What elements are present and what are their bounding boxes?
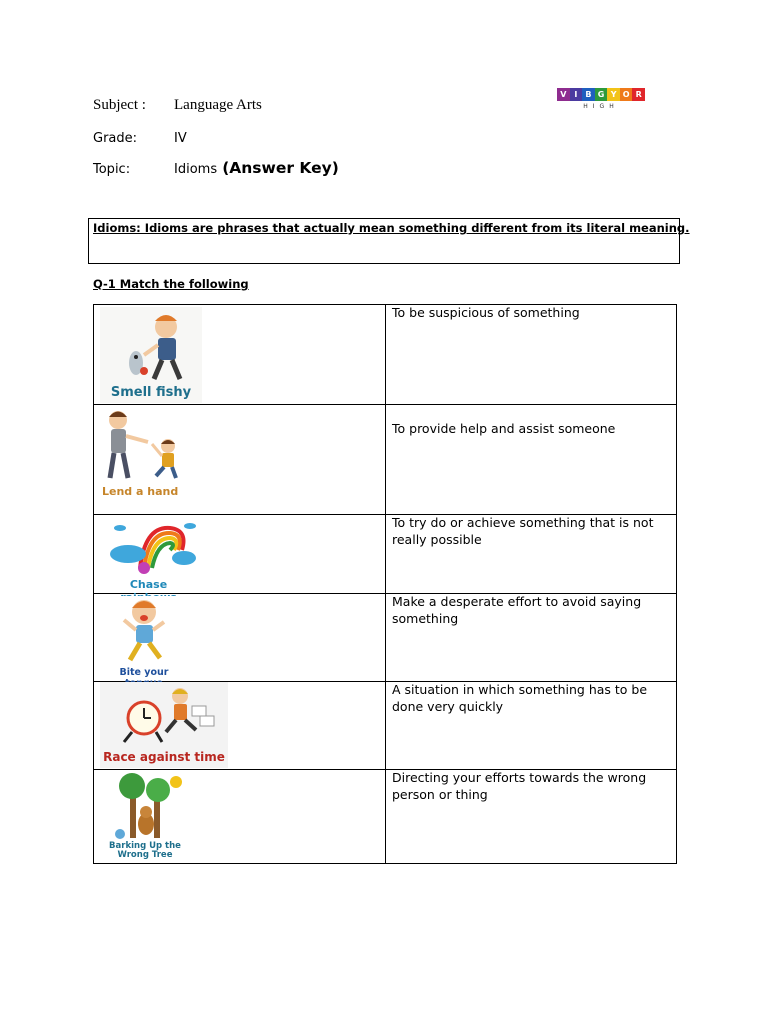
subject-value: Language Arts: [174, 97, 262, 113]
logo-subtext: HIGH: [583, 103, 619, 110]
logo-letter: G: [595, 88, 608, 101]
image-label: Barking Up the Wrong Tree: [109, 841, 181, 860]
logo-letter: B: [582, 88, 595, 101]
grade-value: IV: [174, 131, 187, 146]
logo-letter: R: [632, 88, 645, 101]
definition-text: Idioms: Idioms are phrases that actually mean something different from its literal meaning.: [93, 221, 690, 235]
lend-a-hand-picture: [98, 406, 182, 500]
logo-letter: Y: [607, 88, 620, 101]
meaning-text: Make a desperate effort to avoid saying something: [392, 594, 642, 626]
table-border-left: [93, 304, 94, 864]
barking-up-wrong-tree-picture: [108, 772, 182, 862]
chase-rainbows-picture: [100, 516, 197, 592]
question-title: Q-1 Match the following: [93, 277, 249, 291]
table-divider: [385, 304, 386, 864]
school-logo: [557, 88, 645, 112]
image-label: Lend a hand: [102, 485, 179, 498]
table-border-right: [676, 304, 677, 864]
clock-chase-illustration: [100, 682, 228, 748]
table-rule: [93, 863, 677, 864]
logo-letter: V: [557, 88, 570, 101]
topic-label: Topic:: [93, 162, 131, 177]
helping-hand-illustration: [98, 406, 182, 484]
dog-tree-illustration: [108, 772, 182, 840]
race-against-time-picture: [100, 682, 228, 768]
subject-label: Subject :: [93, 97, 146, 113]
logo-letter: O: [620, 88, 633, 101]
grade-label: Grade:: [93, 131, 138, 146]
meaning-text: To try do or achieve something that is not really possible: [392, 515, 654, 547]
image-label: Chase: [129, 578, 168, 591]
image-label: Bite your: [119, 667, 169, 678]
logo-letters: [557, 88, 645, 101]
table-rule: [93, 404, 677, 405]
image-label: Race against time: [103, 750, 225, 764]
topic: [174, 158, 339, 177]
meaning-text: Directing your efforts towards the wrong person or thing: [392, 770, 647, 802]
rainbow-illustration: [100, 516, 197, 576]
topic-value: Idioms: [174, 162, 218, 177]
bite-your-tongue-picture: [100, 596, 188, 680]
boy-fish-illustration: [100, 307, 202, 387]
image-label: Smell fishy: [110, 385, 192, 400]
definition-box: [88, 218, 690, 264]
meaning-text: To provide help and assist someone: [392, 421, 616, 436]
boy-tongue-illustration: [100, 596, 188, 666]
smell-fishy-picture: [100, 307, 202, 403]
logo-letter: I: [570, 88, 583, 101]
topic-suffix: (Answer Key): [222, 159, 339, 177]
meaning-text: To be suspicious of something: [392, 305, 580, 320]
meaning-text: A situation in which something has to be done very quickly: [392, 682, 648, 714]
